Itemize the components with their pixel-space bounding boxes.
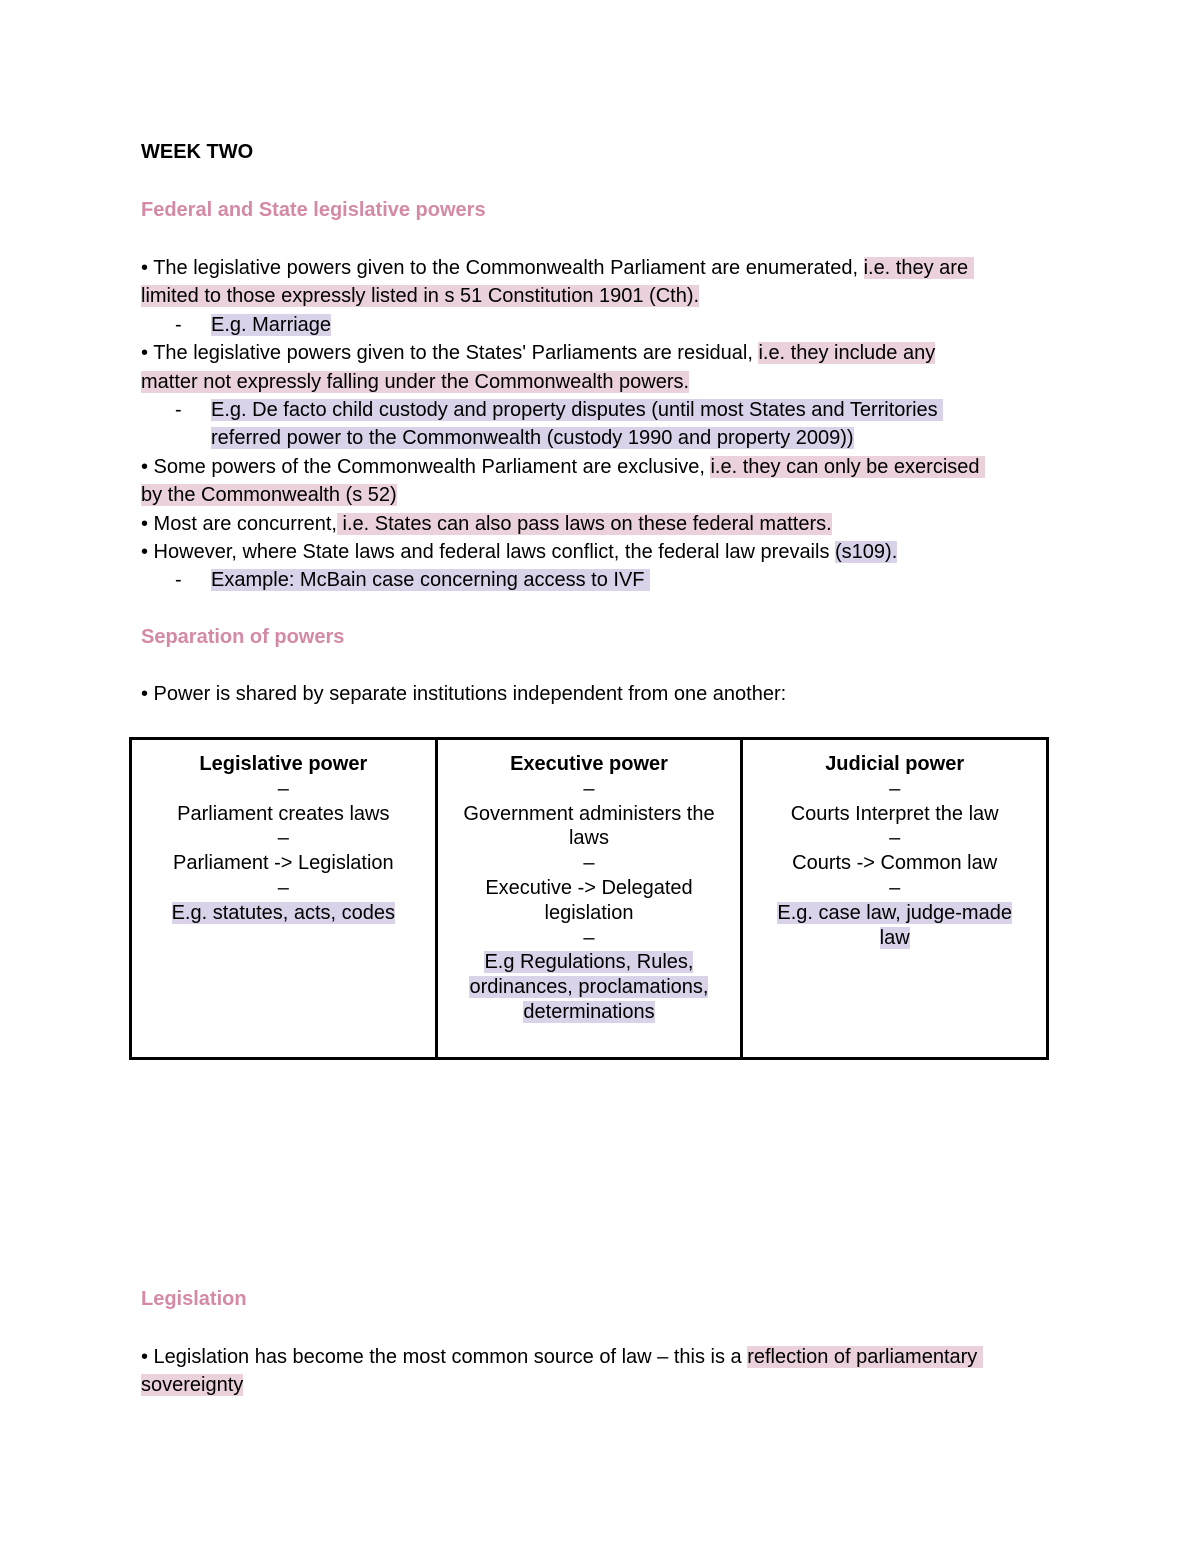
cell-text: Courts Interpret the law — [790, 802, 999, 825]
bullet-line: • Power is shared by separate institutions independent from one another: — [141, 683, 787, 705]
section-heading-federal-state: Federal and State legislative powers — [141, 199, 486, 221]
bullet-line — [141, 368, 1071, 396]
table-row — [131, 739, 1048, 1059]
highlight: law — [879, 926, 910, 949]
cell-dash: – — [583, 926, 595, 949]
highlight: Example: McBain case concerning access to IVF — [211, 569, 651, 592]
highlight: by the Commonwealth (s 52) — [141, 484, 397, 507]
judicial-power-cell — [742, 739, 1048, 1059]
cell-dash: – — [277, 777, 289, 800]
example-line — [141, 311, 1071, 339]
cell-dash: – — [277, 827, 289, 850]
executive-power-cell — [436, 739, 742, 1059]
section-body-legislation — [141, 1343, 1071, 1400]
highlight: E.g Regulations, Rules, — [484, 951, 694, 974]
highlight: i.e. they include any — [758, 342, 936, 365]
bullet-line — [141, 339, 1071, 367]
bullet-line — [141, 254, 1071, 282]
cell-example — [146, 901, 421, 926]
text: • Some powers of the Commonwealth Parliament are exclusive, — [141, 455, 711, 478]
cell-dash: – — [889, 876, 901, 899]
text: • The legislative powers given to the States' Parliaments are residual, — [141, 342, 759, 365]
highlight: referred power to the Commonwealth (custody 1990 and property 2009)) — [211, 427, 854, 450]
cell-dash: – — [277, 876, 289, 899]
text: • The legislative powers given to the Commonwealth Parliament are enumerated, — [141, 257, 864, 279]
cell-example — [452, 975, 727, 1000]
dash-marker: - — [175, 569, 182, 592]
cell-text: Executive -> Delegated — [485, 876, 693, 899]
powers-table — [129, 737, 1049, 1060]
cell-text: Parliament -> Legislation — [172, 852, 394, 875]
text: • Legislation has become the most common source of law – this is a — [141, 1346, 748, 1368]
cell-dash: – — [583, 777, 595, 800]
cell-heading: Executive power — [510, 753, 668, 775]
example-line — [141, 396, 1071, 424]
section-body-separation — [141, 680, 1071, 708]
cell-example — [452, 950, 727, 975]
bullet-line — [141, 1343, 1071, 1371]
section-heading-separation-of-powers: Separation of powers — [141, 626, 345, 648]
highlight: i.e. they are — [863, 257, 974, 279]
example-line — [141, 424, 1071, 452]
bullet-line — [141, 1371, 1071, 1399]
highlight: matter not expressly falling under the Commonwealth powers. — [141, 370, 690, 393]
page-title: WEEK TWO — [141, 141, 254, 163]
cell-example — [757, 901, 1032, 926]
cell-text: Parliament creates laws — [177, 802, 390, 825]
cell-heading: Judicial power — [825, 753, 965, 775]
section-body-federal-state — [141, 254, 1071, 595]
bullet-line — [141, 538, 1071, 566]
highlight: E.g. Marriage — [211, 313, 332, 336]
bullet-line — [141, 481, 1071, 509]
text: • However, where State laws and federal laws conflict, the federal law prevails — [141, 540, 836, 563]
highlight: limited to those expressly listed in s 51 Constitution 1901 (Cth). — [141, 285, 700, 308]
cell-heading: Legislative power — [199, 753, 368, 775]
cell-dash: – — [889, 827, 901, 850]
legislative-power-cell — [131, 739, 437, 1059]
section-heading-legislation: Legislation — [141, 1288, 247, 1310]
highlight: i.e. States can also pass laws on these federal matters. — [336, 512, 832, 535]
cell-example — [452, 1000, 727, 1025]
bullet-line — [141, 453, 1071, 481]
highlight: (s109). — [835, 540, 898, 563]
cell-text: Government administers the — [463, 802, 715, 825]
dash-marker: - — [175, 398, 182, 421]
highlight: determinations — [523, 1000, 655, 1023]
dash-marker: - — [175, 313, 182, 336]
cell-example — [757, 926, 1032, 951]
highlight: E.g. De facto child custody and property disputes (until most States and Territories — [211, 398, 944, 421]
cell-text: Courts -> Common law — [792, 852, 998, 875]
text: • Most are concurrent, — [141, 512, 337, 535]
highlight: E.g. case law, judge-made — [777, 901, 1012, 924]
cell-dash: – — [583, 852, 595, 875]
bullet-line — [141, 510, 1071, 538]
highlight: i.e. they can only be exercised — [710, 455, 986, 478]
example-line — [141, 566, 1071, 594]
highlight: ordinances, proclamations, — [469, 976, 709, 999]
cell-dash: – — [889, 777, 901, 800]
highlight: sovereignty — [141, 1374, 244, 1397]
cell-text: laws — [568, 827, 609, 850]
highlight: E.g. statutes, acts, codes — [171, 901, 396, 924]
cell-text: legislation — [544, 901, 634, 924]
bullet-line — [141, 282, 1071, 310]
highlight: reflection of parliamentary — [747, 1346, 983, 1368]
